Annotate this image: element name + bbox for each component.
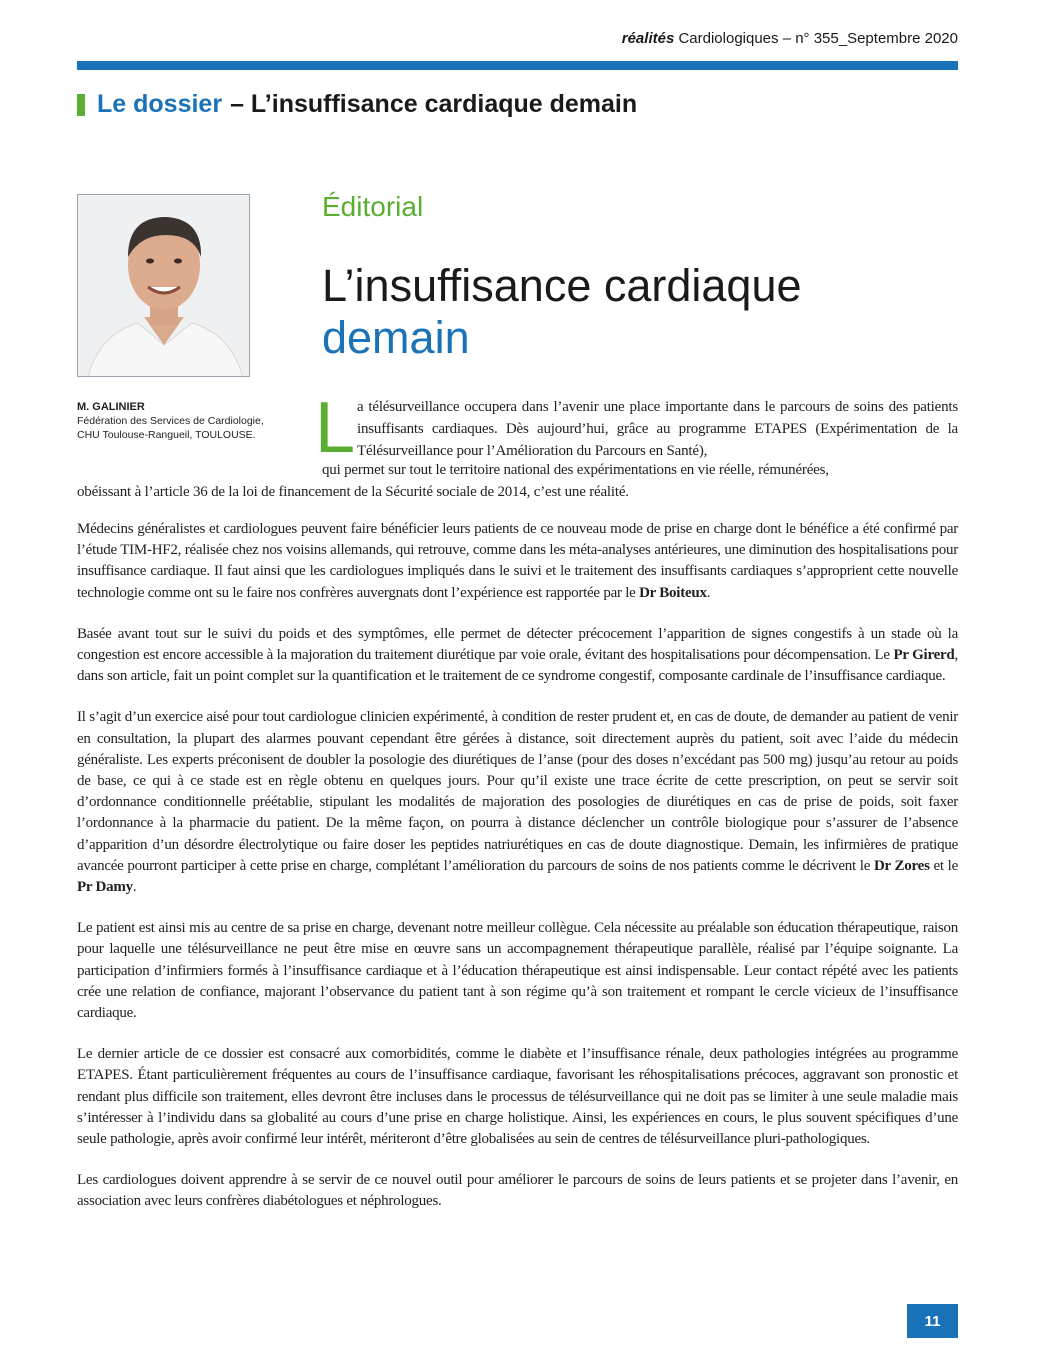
page-number: 11 [907,1304,958,1338]
title-line-2: demain [322,312,470,363]
cited-author: Pr Damy [77,879,133,896]
brand-name: réalités [621,30,675,47]
paragraph: Basée avant tout sur le suivi du poids et des symptômes, elle permet de détecter précocement l’apparition de signes congestifs à un stade où la congestion est encore accessible à la majoration du traitement diurétique par voie orale, évitant des hospitalisations pour décompensation. Le Pr Girerd, dans son article, fait un point complet sur la quantification et le traitement de ce syndrome congestif, composante cardinale de l’insuffisance cardiaque. [77,625,958,685]
lead-paragraph-end: obéissant à l’article 36 de la loi de financement de la Sécurité sociale de 2014, c’est une réalité. [77,484,629,500]
author-affiliation: Fédération des Services de Cardiologie, [77,415,264,427]
lead-paragraph-continued: qui permet sur tout le territoire national des expérimentations en vie réelle, rémunérées, [322,462,829,478]
paragraph: Médecins généralistes et cardiologues peuvent faire bénéficier leurs patients de ce nouveau mode de prise en charge dont le bénéfice a été confirmé par l’étude TIM-HF2, réalisée chez nos voisins allemands, qui retrouve, comme dans les méta-analyses antérieures, une diminution des hospitalisations pour insuffisance cardiaque. Il faut ainsi que les cardiologues impliqués dans le suivi et le traitement des insuffisants cardiaques s’approprient cette nouvelle technologie comme ont su le faire nos confrères auvergnats dont l’expérience est rapportée par le Dr Boiteux. [77,521,958,601]
masthead [622,30,958,47]
section-subtitle: – L’insuffisance cardiaque demain [230,90,638,118]
author-name: M. GALINIER [77,401,145,413]
cited-author: Dr Boiteux [639,584,707,601]
author-block [77,400,297,442]
paragraph: Les cardiologues doivent apprendre à se servir de ce nouvel outil pour améliorer le parcours de soins de leurs patients et se projeter dans l’avenir, en association avec leurs confrères diabétologues et néphrologues. [77,1172,958,1210]
section-marker [77,94,85,116]
section-keyword: Le dossier [97,90,223,118]
rubric: Éditorial [322,191,424,222]
lead-paragraph: a télésurveillance occupera dans l’avenir une place importante dans le parcours de soins des patients insuffisants cardiaques. Dès aujourd’hui, grâce au programme ETAPES (Expérimentation de la Télésurveillance pour l’Amélioration du Parcours en Santé), [357,399,958,459]
drop-cap: L [315,388,356,468]
article-title [322,260,802,364]
cited-author: Pr Girerd [893,647,955,664]
article-body [77,519,958,1233]
header-rule [77,61,958,70]
paragraph: Le dernier article de ce dossier est consacré aux comorbidités, comme le diabète et l’insuffisance rénale, deux pathologies intégrées au programme ETAPES. Étant particulièrement fréquentes au cours de l’insuffisance cardiaque, favorisant les réhospitalisations précoces, aggravant son pronostic et rendant plus difficile son traitement, elles devront être incluses dans le processus de télésurveillance qui ne doit pas se limiter à une seule maladie mais s’intéresser à l’individu dans sa globalité au cours d’une prise en charge holistique. Ainsi, les expériences en cours, le plus souvent spécifiques d’une seule pathologie, après avoir confirmé leur intérêt, mériteront d’être globalisées au sein de centres de télésurveillance pluri-pathologiques. [77,1046,958,1148]
journal-issue: Cardiologiques – n° 355_Septembre 2020 [674,30,958,47]
author-photo [77,194,250,377]
portrait-illustration [78,195,250,377]
section-heading [77,90,637,119]
cited-author: Dr Zores [873,857,930,874]
paragraph: Le patient est ainsi mis au centre de sa prise en charge, devenant notre meilleur collègue. Cela nécessite au préalable son éducation thérapeutique, raison pour laquelle une télésurveillance ne peut être mise en œuvre sans un accompagnement thérapeutique parallèle, réalisé par l’équipe soignante. La participation d’infirmiers formés à l’insuffisance cardiaque et à l’éducation thérapeutique est ainsi indispensable. Leur contact répété avec les patients crée une relation de confiance, majorant l’observance du patient tant à son régime qu’à son traitement et rompant le cercle vicieux de l’insuffisance cardiaque. [77,920,958,1022]
paragraph: Il s’agit d’un exercice aisé pour tout cardiologue clinicien expérimenté, à condition de rester prudent et, en cas de doute, de demander au patient de venir en consultation, la plupart des alarmes pouvant cependant être gérées à distance, soit directement auprès du patient, soit avec l’aide du médecin généraliste. Les experts préconisent de doubler la posologie des diurétiques de l’anse (pour des doses n’excédant pas 500 mg) jusqu’au retour au poids de base, ce qui à ce stade est en règle obtenu en quelques jours. Pour qu’il existe une trace écrite de cette prescription, on peut se servir soit d’ordonnance conditionnelle préétablie, stipulant les modalités de majoration des posologies de diurétiques en cas de prise de poids, soit faxer l’ordonnance à la pharmacie du patient. De la même façon, on pourra à distance déclencher un contrôle biologique pour s’assurer de l’absence d’apparition d’un désordre électrolytique ou faire doser les peptides natriurétiques en cas de doute diagnostique. Demain, les infirmières de pratique avancée pourront participer à cette prise en charge, complétant l’amélioration du parcours de soins de nos patients comme le décrivent le Dr Zores et le Pr Damy. [77,709,958,896]
title-line-1: L’insuffisance cardiaque [322,260,802,311]
author-affiliation-city: CHU Toulouse-Rangueil, TOULOUSE. [77,429,256,441]
